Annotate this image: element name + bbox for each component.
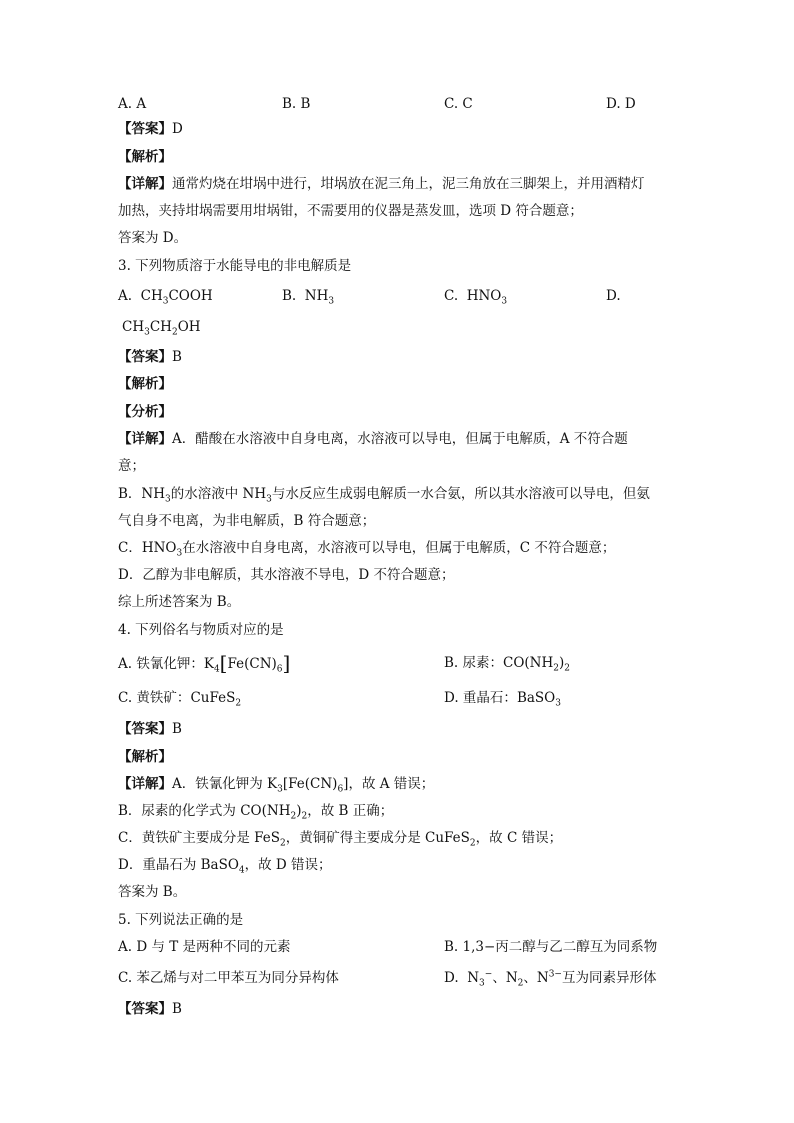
q4-conclusion: 答案为 B。 xyxy=(118,884,187,900)
q4-answer xyxy=(118,719,182,739)
text: C．HNO xyxy=(118,540,177,556)
q4-option-d: D. 重晶石：BaSO$_3$ xyxy=(444,690,561,709)
answer-value: B xyxy=(172,721,182,737)
q3-option-d-label: D. xyxy=(606,288,621,304)
text: B．尿素的化学式为 CO(NH xyxy=(118,803,291,819)
q2-conclusion: 答案为 D。 xyxy=(118,230,188,246)
answer-value: B xyxy=(172,349,182,365)
q4-detail-a: 【详解】A．铁氰化钾为 $K_3[Fe(CN)_6]$，故 A 错误； xyxy=(118,776,435,795)
q5-option-d: D. $N_3^-$、$N_2$、$N^{3-}$互为同素异形体 xyxy=(444,969,657,989)
option-label: D. 重晶石： xyxy=(444,690,517,706)
q3-detail-a2: 意； xyxy=(118,458,145,474)
q3-analysis-label: 【解析】 xyxy=(118,376,172,392)
q3-option-a: A. $CH_3COOH$ xyxy=(118,288,213,307)
text: ，故 A 错误； xyxy=(348,776,435,792)
option-label: A. xyxy=(118,288,133,304)
q4-option-a: A. 铁氰化钾：$K_4[Fe(CN)_6]$ xyxy=(118,651,291,675)
q4-stem: 4. 下列俗名与物质对应的是 xyxy=(118,622,284,638)
q5-option-c: C. 苯乙烯与对二甲苯互为同分异构体 xyxy=(118,970,339,986)
option-label: C. xyxy=(444,288,459,304)
text: 在水溶液中自身电离，水溶液可以导电，但属于电解质，C 不符合题意； xyxy=(182,540,616,556)
q4-detail-b: B．尿素的化学式为 $CO(NH_2)_2$，故 B 正确； xyxy=(118,803,394,822)
text: 的水溶液中 NH xyxy=(170,486,267,502)
q2-option-b: B. B xyxy=(282,96,311,112)
text: 互为同素异形体 xyxy=(561,970,657,986)
q5-option-a: A. D 与 T 是两种不同的元素 xyxy=(118,939,291,955)
detail-label: 【详解】 xyxy=(118,776,172,792)
text: C．黄铁矿主要成分是 FeS xyxy=(118,830,280,846)
detail-text: A．醋酸在水溶液中自身电离，水溶液可以导电，但属于电解质，A 不符合题 xyxy=(172,431,628,447)
answer-label: 【答案】 xyxy=(118,349,172,365)
q3-detail-b1: B．$NH_3$的水溶液中 $NH_3$与水反应生成弱电解质一水合氨，所以其水溶液可以导电，但氨 xyxy=(118,486,650,505)
text: D．重晶石为 BaSO xyxy=(118,857,239,873)
option-label: C. 黄铁矿： xyxy=(118,690,191,706)
q4-detail-c: C．黄铁矿主要成分是 FeS$_2$，黄铜矿得主要成分是 CuFeS$_2$，故 C 错误； xyxy=(118,830,563,849)
q5-option-b: B. 1,3−丙二醇与乙二醇互为同系物 xyxy=(444,939,658,955)
option-label: A. 铁氰化钾： xyxy=(118,656,204,672)
q3-answer xyxy=(118,347,182,367)
detail-label: 【详解】 xyxy=(118,176,172,192)
q4-option-b: B. 尿素：$CO(NH_2)_2$ xyxy=(444,655,571,674)
q3-detail-a1 xyxy=(118,429,628,449)
text: 与水反应生成弱电解质一水合氨，所以其水溶液可以导电，但氨 xyxy=(271,486,650,502)
q3-option-d-formula: $CH_3CH_2OH$ xyxy=(122,319,201,338)
text: ，故 D 错误； xyxy=(244,857,332,873)
text: B．NH xyxy=(118,486,166,502)
text: A．铁氰化钾为 K xyxy=(172,776,278,792)
text: ，黄铜矿得主要成分是 CuFeS xyxy=(285,830,470,846)
q3-stem: 3. 下列物质溶于水能导电的非电解质是 xyxy=(118,258,352,274)
q2-detail-line2: 加热，夹持坩埚需要用坩埚钳，不需要用的仪器是蒸发皿，选项 D 符合题意； xyxy=(118,203,583,219)
q3-option-c: C. $HNO_3$ xyxy=(444,288,508,307)
text: ，故 C 错误； xyxy=(475,830,563,846)
answer-value: B xyxy=(172,1001,182,1017)
detail-text: 通常灼烧在坩埚中进行，坩埚放在泥三角上，泥三角放在三脚架上，并用酒精灯 xyxy=(172,176,645,192)
answer-label: 【答案】 xyxy=(118,721,172,737)
detail-label: 【详解】 xyxy=(118,431,172,447)
q3-detail-c: C．$HNO_3$在水溶液中自身电离，水溶液可以导电，但属于电解质，C 不符合题意； xyxy=(118,540,616,559)
q3-option-b: B. $NH_3$ xyxy=(282,288,335,307)
q3-detail-d: D．乙醇为非电解质，其水溶液不导电，D 不符合题意； xyxy=(118,567,455,583)
q3-fenxi-label: 【分析】 xyxy=(118,404,172,420)
option-label: B. xyxy=(282,288,297,304)
q2-detail-line1 xyxy=(118,174,645,194)
q3-conclusion: 综上所述答案为 B。 xyxy=(118,594,241,610)
q5-answer xyxy=(118,999,182,1019)
option-label: B. 尿素： xyxy=(444,655,504,671)
q2-answer xyxy=(118,119,183,139)
answer-value: D xyxy=(172,121,183,137)
text: ，故 B 正确； xyxy=(307,803,394,819)
q4-option-c: C. 黄铁矿：CuFeS$_2$ xyxy=(118,690,242,709)
q5-stem: 5. 下列说法正确的是 xyxy=(118,912,244,928)
option-label: D. xyxy=(444,970,459,986)
q4-detail-d: D．重晶石为 BaSO$_4$，故 D 错误； xyxy=(118,857,332,876)
q2-option-a: A. A xyxy=(118,96,147,112)
q2-option-d: D. D xyxy=(606,96,636,112)
answer-label: 【答案】 xyxy=(118,1001,172,1017)
q3-detail-b2: 气自身不电离，为非电解质，B 符合题意； xyxy=(118,513,376,529)
q2-option-c: C. C xyxy=(444,96,473,112)
q2-analysis-label: 【解析】 xyxy=(118,149,172,165)
answer-label: 【答案】 xyxy=(118,121,172,137)
q4-analysis-label: 【解析】 xyxy=(118,749,172,765)
